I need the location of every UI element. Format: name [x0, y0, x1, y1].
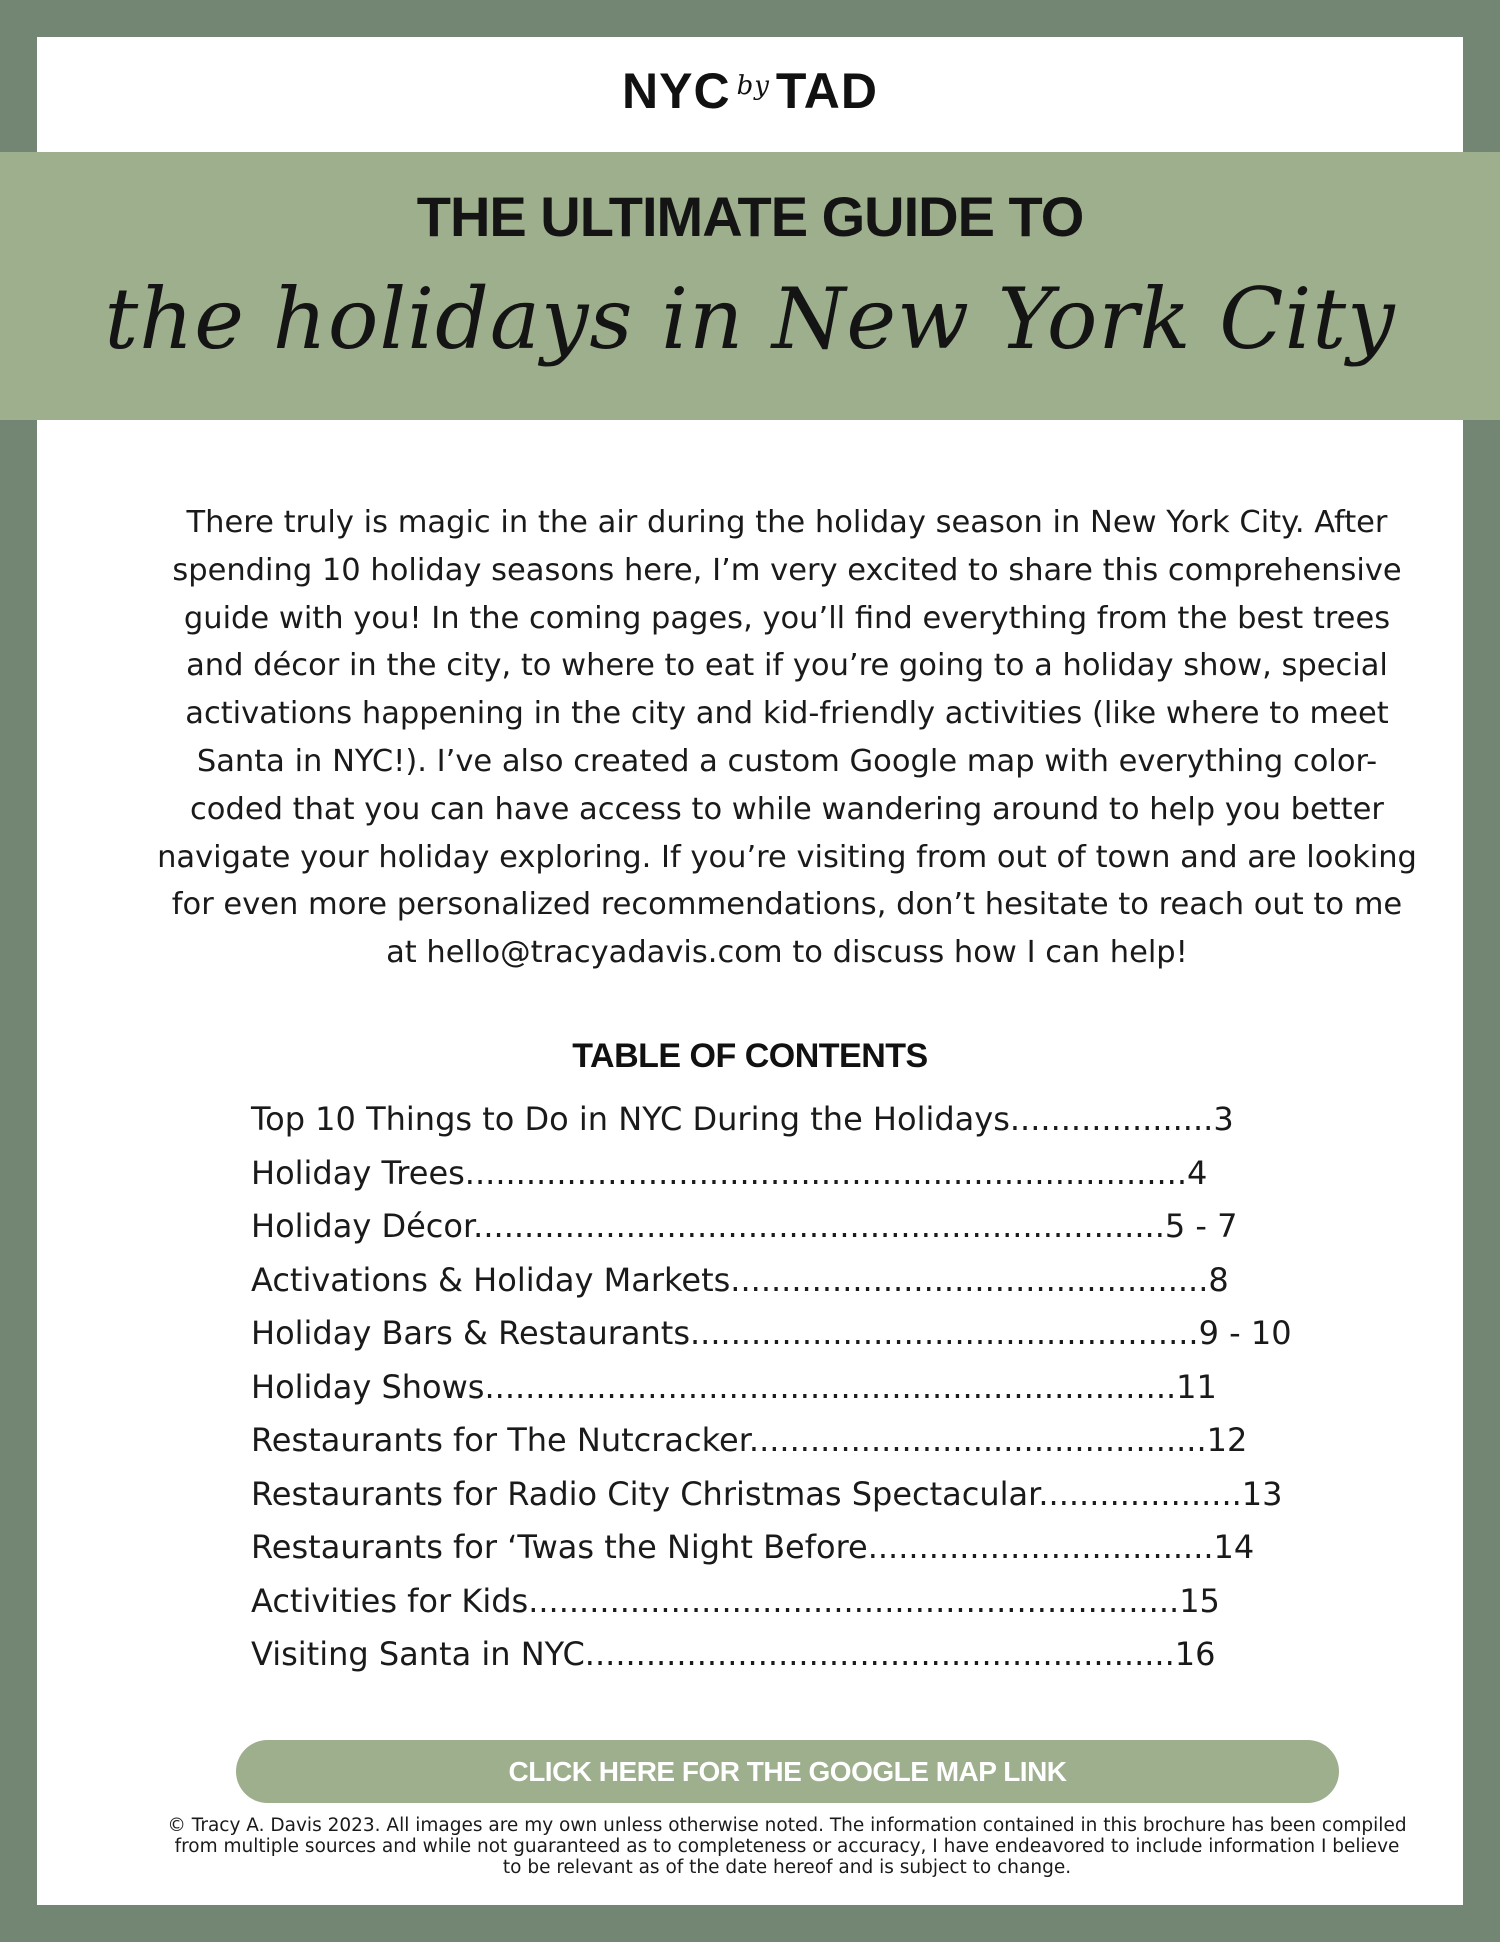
banner-script-title: the holidays in New York City	[104, 270, 1396, 368]
toc-item: Holiday Trees.......................................................................4	[251, 1153, 1208, 1192]
toc-item: Top 10 Things to Do in NYC During the Holidays....................3	[251, 1100, 1234, 1138]
google-map-link-button[interactable]: CLICK HERE FOR THE GOOGLE MAP LINK	[236, 1740, 1339, 1803]
logo-tad: TAD	[775, 63, 878, 119]
intro-paragraph: There truly is magic in the air during the holiday season in New York City. After spending 10 holiday seasons here, I’m very excited to share this comprehensive guide with you! In the coming pages, you’ll find everything from the best trees and décor in the city, to where to eat if you’re going to a holiday show, special activations happening in the city and kid-friendly activities (like where to meet Santa in NYC!). I’ve also created a custom Google map with everything color-coded that you can have access to while wandering around to help you better navigate your holiday exploring. If you’re visiting from out of town and are looking for even more personalized recommendations, don’t hesitate to reach out to me at hello@tracyadavis.com to discuss how I can help!	[157, 505, 1417, 971]
copyright-footer: © Tracy A. Davis 2023. All images are my own unless otherwise noted. The information contained in this brochure has been compiled from multiple sources and while not guaranteed as to completeness or accuracy, I have endeavored to include information I believe to be relevant as of the date hereof and is subject to change.	[167, 1815, 1407, 1878]
logo-nyc: NYC	[622, 63, 731, 119]
toc-item: Restaurants for Radio City Christmas Spectacular....................13	[251, 1474, 1283, 1513]
toc-heading: TABLE OF CONTENTS	[572, 1037, 928, 1075]
table-of-contents	[251, 1093, 1351, 1682]
toc-item: Restaurants for ‘Twas the Night Before..................................14	[251, 1528, 1255, 1566]
toc-item: Visiting Santa in NYC..........................................................16	[251, 1635, 1216, 1673]
toc-item: Holiday Bars & Restaurants..................................................9 - 10	[251, 1314, 1292, 1352]
toc-item: Holiday Décor....................................................................5 - 7	[251, 1207, 1238, 1245]
banner-kicker: THE ULTIMATE GUIDE TO	[416, 185, 1084, 248]
toc-item: Holiday Shows....................................................................11	[251, 1367, 1217, 1406]
title-banner	[0, 152, 1500, 420]
brand-logo	[37, 62, 1463, 120]
toc-item: Restaurants for The Nutcracker.............................................12	[251, 1421, 1248, 1459]
toc-item: Activations & Holiday Markets...............................................8	[251, 1260, 1229, 1299]
toc-item: Activities for Kids................................................................15	[251, 1581, 1220, 1620]
logo-by: by	[736, 71, 770, 101]
